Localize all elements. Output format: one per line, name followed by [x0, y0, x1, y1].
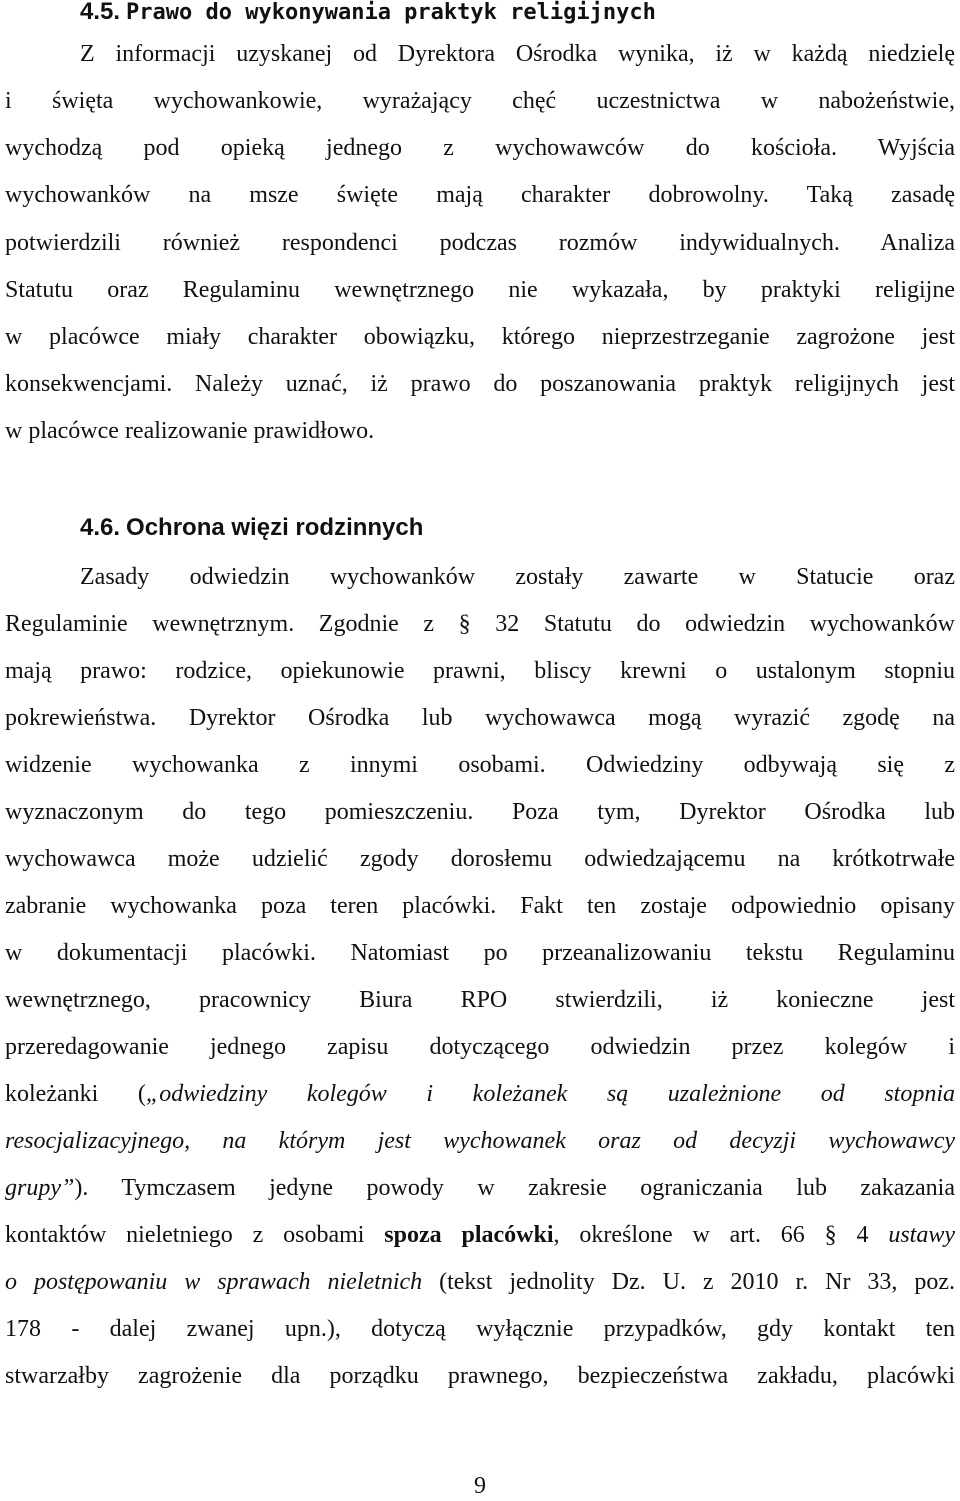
paragraph-line: Regulaminie wewnętrznym. Zgodnie z § 32 Statutu do odwiedzin wychowanków [5, 611, 955, 637]
paragraph-line: w placówce miały charakter obowiązku, którego nieprzestrzeganie zagrożone jest [5, 324, 955, 350]
paragraph-line: Z informacji uzyskanej od Dyrektora Ośrodka wynika, iż w każdą niedzielę [80, 41, 955, 67]
paragraph-line: mają prawo: rodzice, opiekunowie prawni, bliscy krewni o ustalonym stopniu [5, 658, 955, 684]
paragraph-line: stwarzałby zagrożenie dla porządku prawnego, bezpieczeństwa zakładu, placówki [5, 1363, 955, 1389]
page-number: 9 [474, 1473, 486, 1499]
paragraph-line: i święta wychowankowie, wyrażający chęć uczestnictwa w nabożeństwie, [5, 88, 955, 114]
section-title: Prawo do wykonywania praktyk religijnych [126, 0, 656, 25]
section-number: 4.5. [80, 0, 121, 25]
section-number: 4.6. [80, 514, 121, 541]
paragraph-line: widzenie wychowanka z innymi osobami. Odwiedziny odbywają się z [5, 752, 955, 778]
paragraph-line: Statutu oraz Regulaminu wewnętrznego nie wykazała, by praktyki religijne [5, 277, 955, 303]
paragraph-line: wyznaczonym do tego pomieszczeniu. Poza tym, Dyrektor Ośrodka lub [5, 799, 955, 825]
italic-segment: o postępowaniu w sprawach nieletnich [5, 1269, 423, 1295]
paragraph-line: konsekwencjami. Należy uznać, iż prawo do poszanowania praktyk religijnych jest [5, 371, 955, 397]
quote-segment: „odwiedziny kolegów i koleżanek są uzależnione od stopnia [145, 1081, 955, 1107]
paragraph-line: przeredagowanie jednego zapisu dotyczącego odwiedzin przez kolegów i [5, 1034, 955, 1060]
paragraph-line [5, 1079, 955, 1109]
paragraph-line: Zasady odwiedzin wychowanków zostały zawarte w Statucie oraz [80, 564, 955, 590]
text-segment: (tekst jednolity Dz. U. z 2010 r. Nr 33, poz. [422, 1269, 956, 1295]
paragraph-line: zabranie wychowanka poza teren placówki. Fakt ten zostaje odpowiednio opisany [5, 893, 955, 919]
paragraph-line: w placówce realizowanie prawidłowo. [5, 418, 375, 444]
quote-segment: grupy” [5, 1175, 75, 1201]
paragraph-line: wychowawca może udzielić zgody dorosłemu odwiedzającemu na krótkotrwałe [5, 846, 955, 872]
paragraph-line [5, 1220, 955, 1250]
paragraph-line [5, 1267, 955, 1297]
paragraph-line: wychowanków na msze święte mają charakter dobrowolny. Taką zasadę [5, 182, 955, 208]
paragraph-line: wewnętrznego, pracownicy Biura RPO stwierdzili, iż konieczne jest [5, 987, 955, 1013]
paragraph-line: potwierdzili również respondenci podczas rozmów indywidualnych. Analiza [5, 230, 955, 256]
text-segment: kontaktów nieletniego z osobami [5, 1222, 385, 1248]
paragraph-line: 178 - dalej zwanej upn.), dotyczą wyłącznie przypadków, gdy kontakt ten [5, 1316, 955, 1342]
italic-segment: ustawy [888, 1222, 955, 1248]
paragraph-line: wychodzą pod opieką jednego z wychowawców do kościoła. Wyjścia [5, 135, 955, 161]
paragraph-line: w dokumentacji placówki. Natomiast po przeanalizowaniu tekstu Regulaminu [5, 940, 955, 966]
section-title: Ochrona więzi rodzinnych [126, 514, 424, 541]
section-heading-4-5 [80, 0, 656, 27]
paragraph-line: pokrewieństwa. Dyrektor Ośrodka lub wychowawca mogą wyrazić zgodę na [5, 705, 955, 731]
text-segment: , określone w art. 66 § 4 [553, 1222, 889, 1248]
bold-segment: spoza placówki [384, 1222, 554, 1248]
text-segment: ). Tymczasem jedyne powody w zakresie ograniczania lub zakazania [74, 1175, 955, 1201]
section-heading-4-6 [80, 514, 423, 542]
paragraph-line [5, 1173, 955, 1203]
text-segment: koleżanki ( [5, 1081, 146, 1107]
paragraph-line: resocjalizacyjnego, na którym jest wychowanek oraz od decyzji wychowawcy [5, 1128, 955, 1154]
